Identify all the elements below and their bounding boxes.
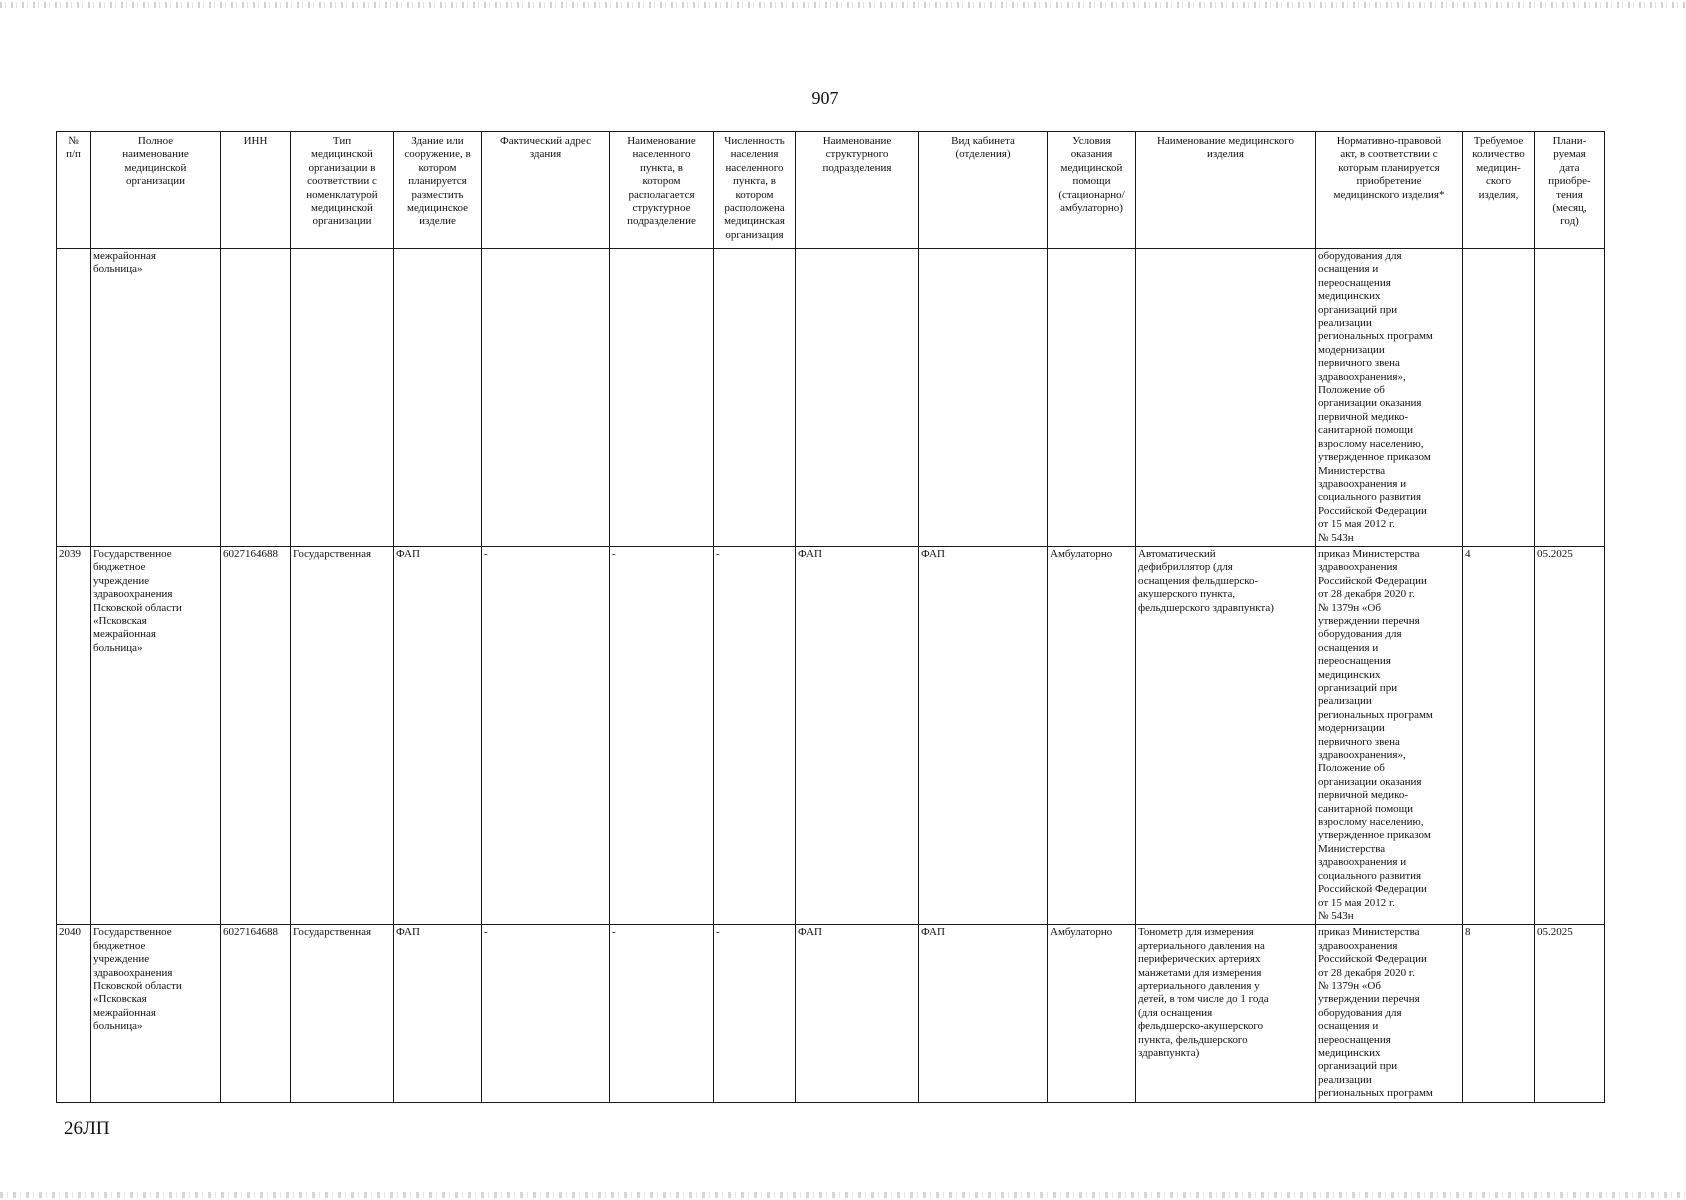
cell-quantity: 8 [1463,925,1535,1102]
cell-quantity [1463,249,1535,547]
cell-inn [221,249,291,547]
cell-address [482,249,610,547]
cell-cabinet [919,249,1048,547]
cell-subdivision [796,249,919,547]
header-quantity: Требуемое количество медицин- ского изделия, [1463,132,1535,249]
page-number: 907 [811,88,839,108]
cell-address: - [482,925,610,1102]
scan-edge-bottom [0,1192,1686,1198]
cell-device [1136,249,1316,547]
cell-device: Тонометр для измерения артериального давления на периферических артериях манжетами для измерения артериального давления у детей, в том числе до 1 года (для оснащения фельдшерско-акушерского пункта, фельдшерского здравпункта) [1136,925,1316,1102]
header-settlement: Наименование населенного пункта, в котором располагается структурное подразделение [610,132,714,249]
cell-cabinet: ФАП [919,546,1048,924]
cell-device: Автоматический дефибриллятор (для оснащения фельдшерско- акушерского пункта, фельдшерского здравпункта) [1136,546,1316,924]
cell-building [394,249,482,547]
scan-edge-top [0,2,1686,8]
cell-settlement: - [610,546,714,924]
cell-legal-act: приказ Министерства здравоохранения Российской Федерации от 28 декабря 2020 г. № 1379н «Об утверждении перечня оборудования для оснащения и переоснащения медицинских организаций при реализации региональных программ модернизации первичного звена здравоохранения», Положение об организации оказания первичной медико- санитарной помощи взрослому населению, утвержденное приказом Министерства здравоохранения и социального развития Российской Федерации от 15 мая 2012 г. № 543н [1316,546,1463,924]
cell-quantity: 4 [1463,546,1535,924]
header-cabinet: Вид кабинета (отделения) [919,132,1048,249]
header-org-type: Тип медицинской организации в соответствии с номенклатурой медицинской организации [291,132,394,249]
cell-building: ФАП [394,546,482,924]
cell-num: 2040 [57,925,91,1102]
header-conditions: Условия оказания медицинской помощи (стационарно/ амбулаторно) [1048,132,1136,249]
cell-date: 05.2025 [1535,546,1605,924]
header-date: Плани- руемая дата приобре- тения (месяц, год) [1535,132,1605,249]
cell-population: - [714,925,796,1102]
header-building: Здание или сооружение, в котором планируется разместить медицинское изделие [394,132,482,249]
cell-org-name: Государственное бюджетное учреждение здравоохранения Псковской области «Псковская межрайонная больница» [91,925,221,1102]
cell-org-name: Государственное бюджетное учреждение здравоохранения Псковской области «Псковская межрайонная больница» [91,546,221,924]
table-row [57,249,1605,547]
cell-settlement [610,249,714,547]
header-address: Фактический адрес здания [482,132,610,249]
cell-org-type: Государственная [291,546,394,924]
header-inn: ИНН [221,132,291,249]
footer-code: 26ЛП [64,1118,110,1139]
cell-building: ФАП [394,925,482,1102]
cell-org-type: Государственная [291,925,394,1102]
table-row [57,546,1605,924]
cell-date [1535,249,1605,547]
cell-subdivision: ФАП [796,546,919,924]
cell-address: - [482,546,610,924]
cell-legal-act: оборудования для оснащения и переоснащения медицинских организаций при реализации региональных программ модернизации первичного звена здравоохранения», Положение об организации оказания первичной медико- санитарной помощи взрослому населению, утвержденное приказом Министерства здравоохранения и социального развития Российской Федерации от 15 мая 2012 г. № 543н [1316,249,1463,547]
cell-population: - [714,546,796,924]
cell-date: 05.2025 [1535,925,1605,1102]
cell-conditions [1048,249,1136,547]
header-subdivision: Наименование структурного подразделения [796,132,919,249]
cell-num: 2039 [57,546,91,924]
header-num: № п/п [57,132,91,249]
cell-org-name: межрайонная больница» [91,249,221,547]
header-device: Наименование медицинского изделия [1136,132,1316,249]
header-org-name: Полное наименование медицинской организации [91,132,221,249]
cell-org-type [291,249,394,547]
cell-conditions: Амбулаторно [1048,925,1136,1102]
cell-inn: 6027164688 [221,546,291,924]
cell-cabinet: ФАП [919,925,1048,1102]
table-row [57,925,1605,1102]
cell-population [714,249,796,547]
cell-conditions: Амбулаторно [1048,546,1136,924]
cell-num [57,249,91,547]
cell-inn: 6027164688 [221,925,291,1102]
procurement-table [56,131,1605,1103]
cell-settlement: - [610,925,714,1102]
header-population: Численность населения населенного пункта, в котором расположена медицинская организация [714,132,796,249]
cell-subdivision: ФАП [796,925,919,1102]
header-row [57,132,1605,249]
header-legal-act: Нормативно-правовой акт, в соответствии с которым планируется приобретение медицинского изделия* [1316,132,1463,249]
cell-legal-act: приказ Министерства здравоохранения Российской Федерации от 28 декабря 2020 г. № 1379н «Об утверждении перечня оборудования для оснащения и переоснащения медицинских организаций при реализации региональных программ [1316,925,1463,1102]
